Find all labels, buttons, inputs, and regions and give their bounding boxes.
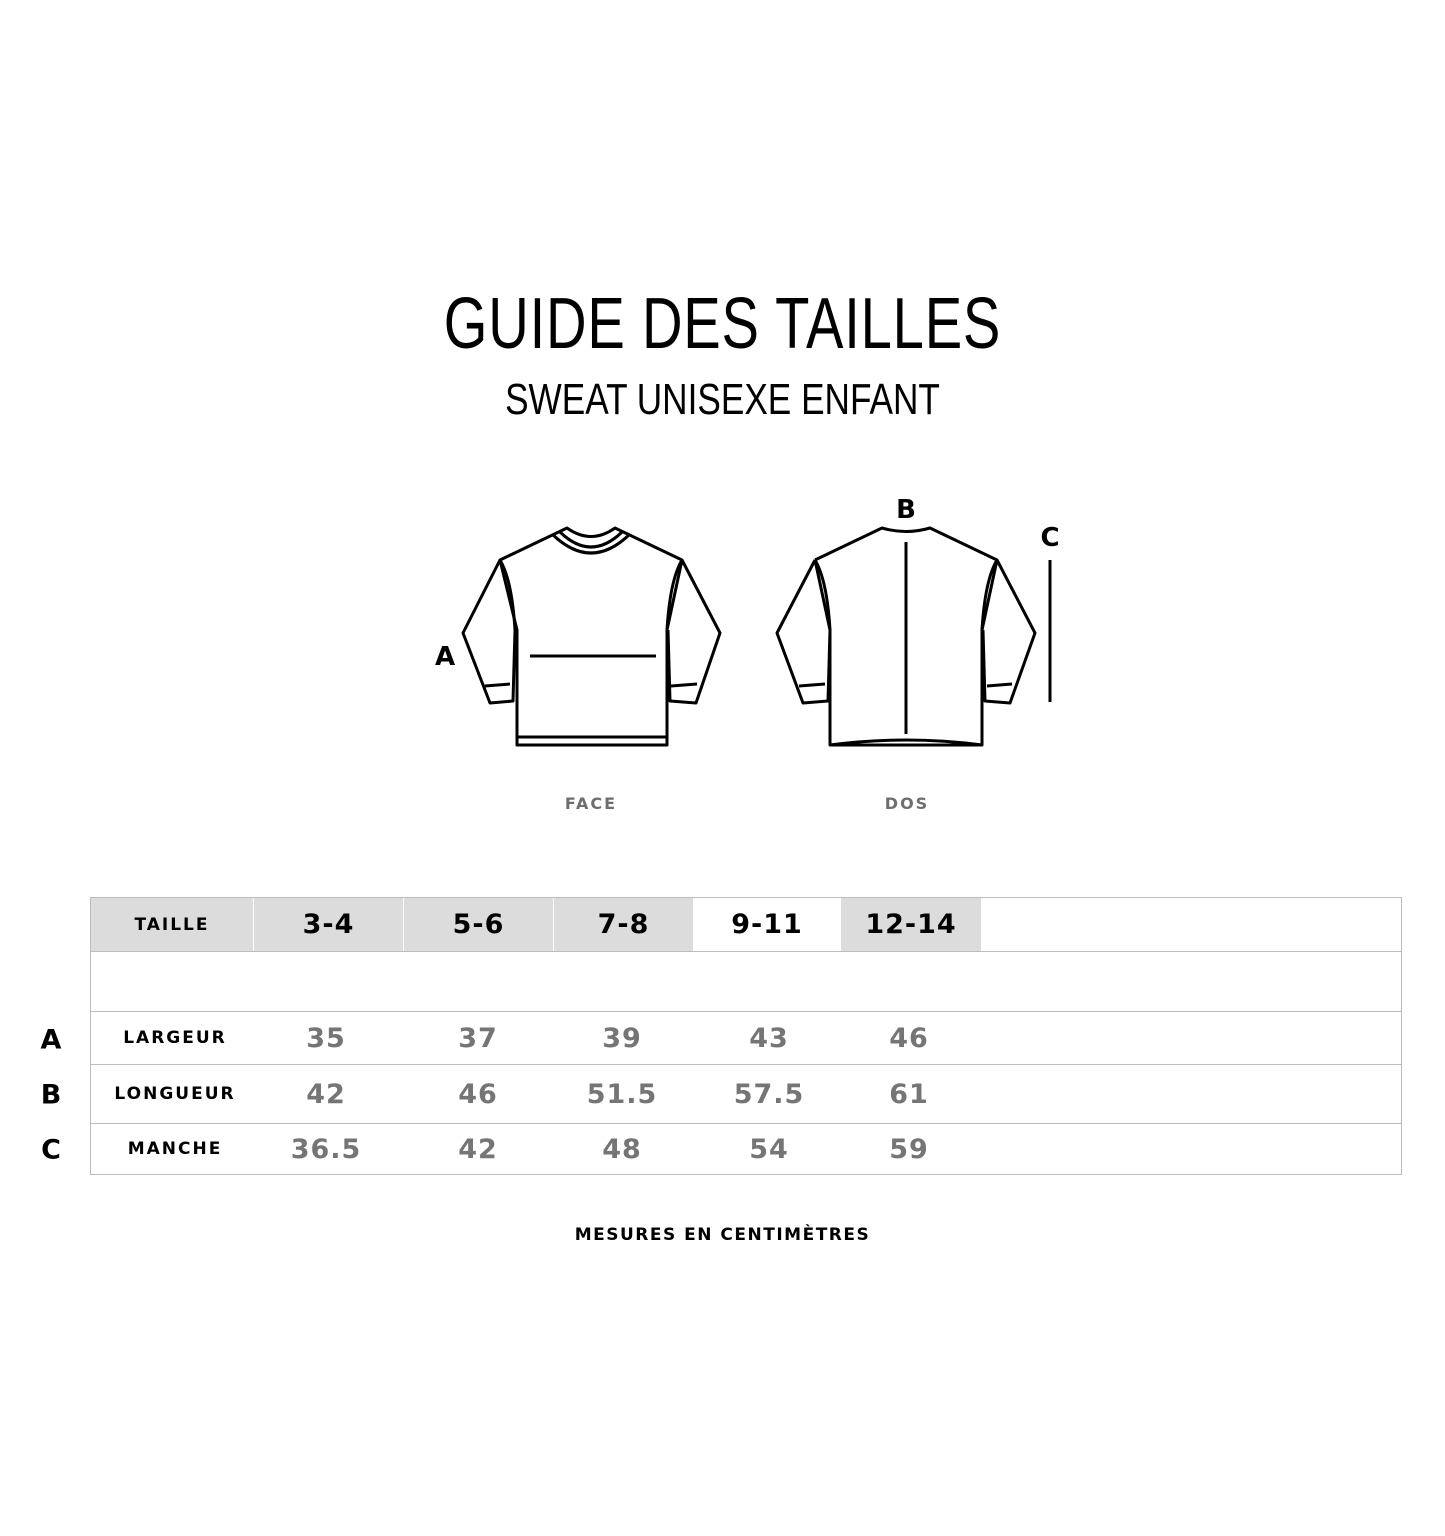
value: 59 [889,1133,929,1165]
value: 61 [889,1078,929,1110]
table-cell [602,1124,642,1174]
page-subtitle: SWEAT UNISEXE ENFANT [505,375,940,424]
marker-c: C [1040,523,1060,553]
table-cell [749,1124,789,1174]
row-divider [91,1123,1401,1124]
page-title: GUIDE DES TAILLES [443,284,1002,364]
row-letter-a: A [40,1024,62,1056]
taille-header: TAILLE [134,914,210,935]
value: 37 [458,1022,498,1054]
row-label-longueur: LONGUEUR [114,1084,236,1104]
table-cell [889,1124,929,1174]
row-divider [91,951,1401,952]
table-cell [306,1012,346,1064]
marker-a: A [434,642,456,672]
header-cell-taille [91,898,253,951]
marker-b: B [896,495,916,525]
row-letter-b: B [40,1079,62,1111]
row-label-largeur: LARGEUR [123,1028,227,1048]
value: 46 [458,1078,498,1110]
table-cell [734,1065,805,1123]
value: 39 [602,1022,642,1054]
header-cell-size [694,898,840,951]
table-cell [889,1065,929,1123]
sweatshirt-back-icon [777,528,1050,745]
table-cell [587,1065,658,1123]
table-cell [889,1012,929,1064]
header-cell-size [554,898,693,951]
value: 42 [306,1078,346,1110]
units-note: MESURES EN CENTIMÈTRES [574,1225,871,1245]
size-header: 3-4 [302,909,355,940]
value: 48 [602,1133,642,1165]
row-label-manche: MANCHE [127,1139,223,1159]
header-cell-size [254,898,403,951]
size-header: 5-6 [452,909,505,940]
back-view-label: DOS [884,794,930,813]
size-header: 9-11 [731,909,803,940]
front-view-label: FACE [564,794,618,813]
table-cell [458,1065,498,1123]
value: 36.5 [290,1133,362,1165]
table-cell [749,1012,789,1064]
value: 46 [889,1022,929,1054]
value: 35 [306,1022,346,1054]
row-divider [91,1011,1401,1012]
size-header: 12-14 [865,909,957,940]
table-row-label [114,1065,235,1123]
garment-diagram [0,480,1445,780]
table-cell [458,1012,498,1064]
size-header: 7-8 [597,909,650,940]
sweatshirt-front-icon [463,528,720,745]
value: 42 [458,1133,498,1165]
value: 51.5 [586,1078,658,1110]
table-cell [291,1124,362,1174]
value: 57.5 [733,1078,805,1110]
row-letter-c: C [41,1134,61,1166]
table-cell [306,1065,346,1123]
table-cell [602,1012,642,1064]
table-row-label [128,1124,223,1174]
table-cell [458,1124,498,1174]
value: 43 [749,1022,789,1054]
table-row-label [123,1012,227,1064]
value: 54 [749,1133,789,1165]
header-cell-size [841,898,981,951]
header-cell-size [404,898,553,951]
size-table [90,897,1402,1175]
